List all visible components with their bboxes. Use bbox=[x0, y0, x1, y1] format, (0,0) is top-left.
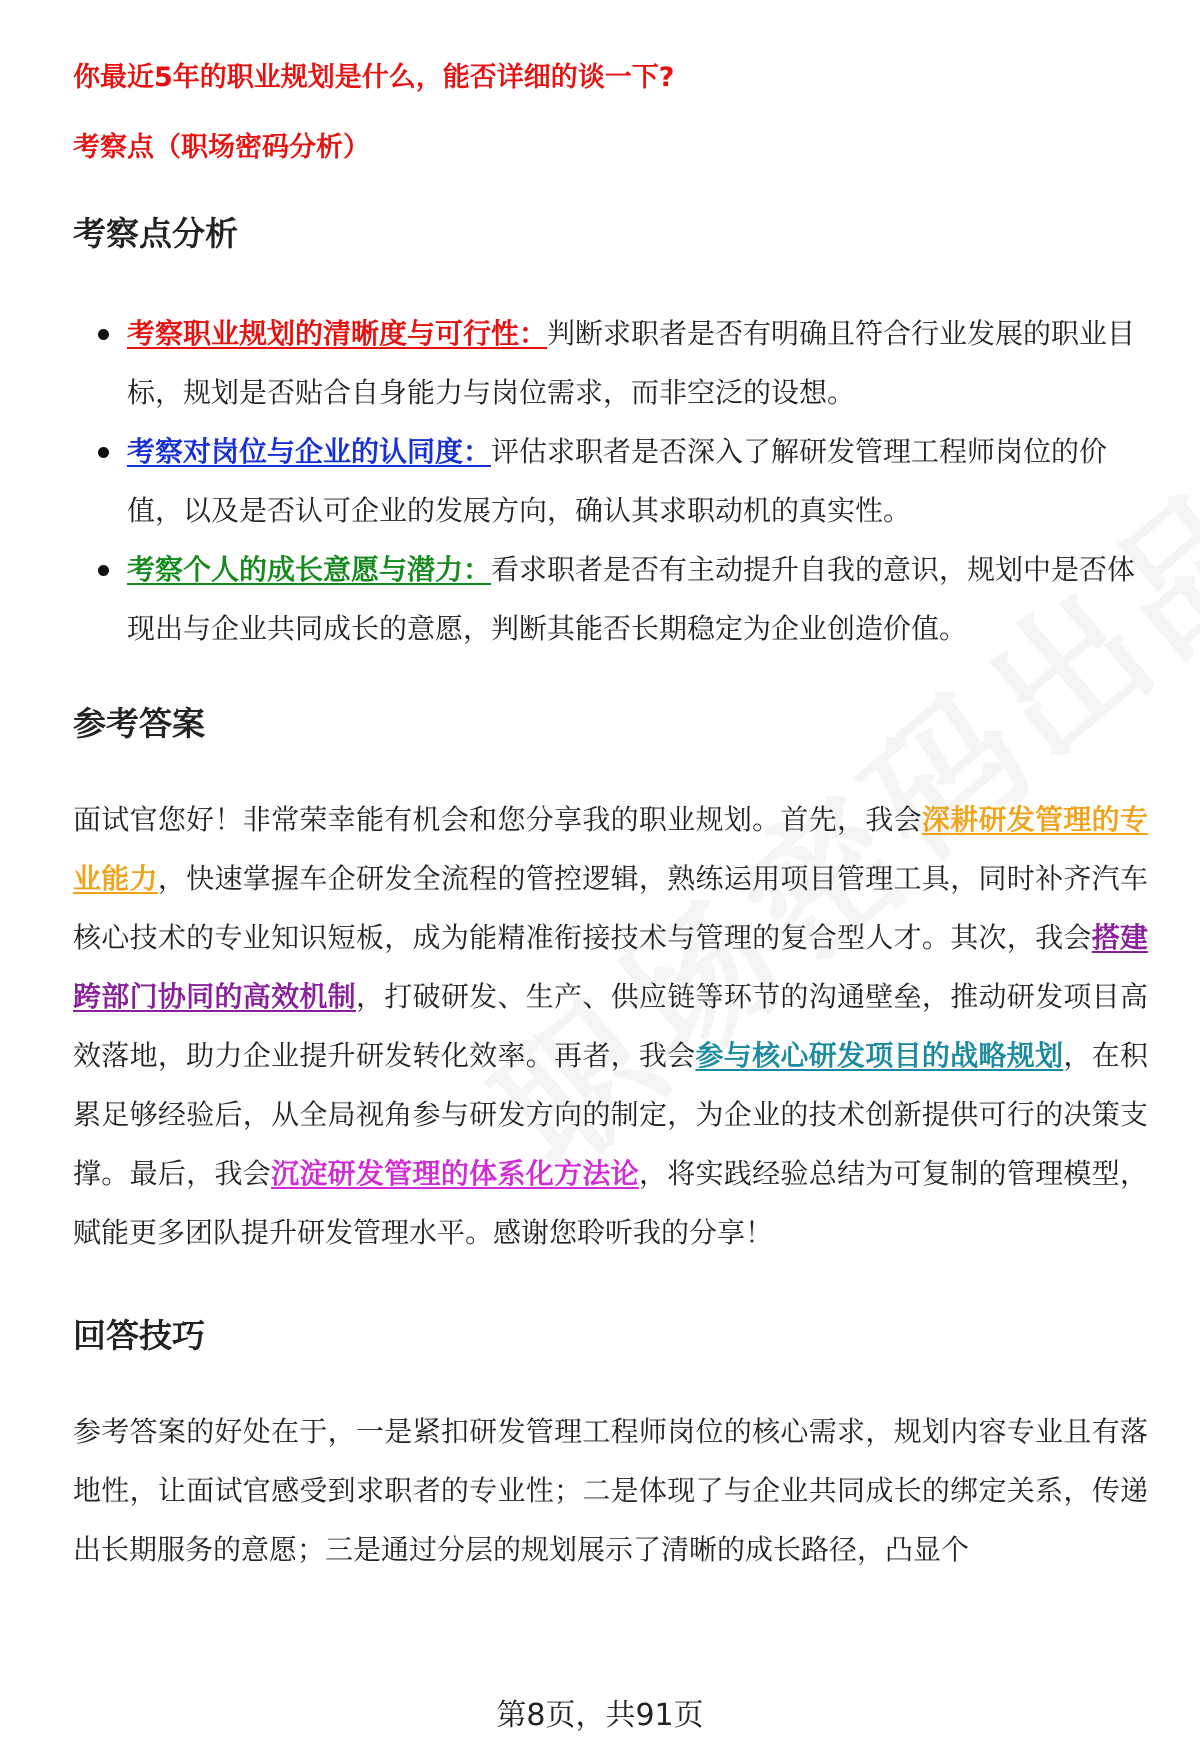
answer-highlight: 沉淀研发管理的体系化方法论 bbox=[271, 1157, 639, 1190]
answer-text: ，打破研发、生产、供应链等环节的沟通壁垒，推动研发项目高效落地，助力企业提升研发转化效率。再者，我会 bbox=[73, 980, 1148, 1072]
analysis-heading: 考察点分析 bbox=[73, 214, 238, 253]
point-label: 考察个人的成长意愿与潜力： bbox=[127, 553, 492, 586]
point-text: 判断求职者是否有明确且符合行业发展的职业目标，规划是否贴合自身能力与岗位需求，而非空泛的设想。 bbox=[127, 317, 1136, 409]
bullet-dot-icon bbox=[98, 447, 109, 458]
page-number: 第8页，共91页 bbox=[496, 1698, 704, 1733]
point-label: 考察对岗位与企业的认同度： bbox=[127, 435, 492, 468]
answer-text: ，快速掌握车企研发全流程的管控逻辑，熟练运用项目管理工具，同时补齐汽车核心技术的专业知识短板，成为能精准衔接技术与管理的复合型人才。其次，我会 bbox=[73, 862, 1148, 954]
point-text: 评估求职者是否深入了解研发管理工程师岗位的价值，以及是否认可企业的发展方向，确认其求职动机的真实性。 bbox=[127, 435, 1108, 527]
list-item bbox=[73, 422, 1148, 540]
answer-text: ，将实践经验总结为可复制的管理模型，赋能更多团队提升研发管理水平。感谢您聆听我的分享！ bbox=[73, 1157, 1148, 1249]
answer-text: ，在积累足够经验后，从全局视角参与研发方向的制定，为企业的技术创新提供可行的决策支撑。最后，我会 bbox=[73, 1039, 1148, 1190]
tips-paragraph: 参考答案的好处在于，一是紧扣研发管理工程师岗位的核心需求，规划内容专业且有落地性，让面试官感受到求职者的专业性；二是体现了与企业共同成长的绑定关系，传递出长期服务的意愿；三是通过分层的规划展示了清晰的成长路径，凸显个 bbox=[73, 1415, 1148, 1566]
question-subtitle: 考察点（职场密码分析） bbox=[73, 132, 370, 163]
list-item bbox=[73, 540, 1148, 658]
bullet-dot-icon bbox=[98, 565, 109, 576]
answer-paragraph bbox=[73, 790, 1148, 1262]
answer-highlight: 深耕研发管理的专业能力 bbox=[73, 803, 1148, 895]
answer-highlight: 搭建跨部门协同的高效机制 bbox=[73, 921, 1148, 1013]
analysis-list bbox=[73, 304, 1148, 658]
bullet-dot-icon bbox=[98, 329, 109, 340]
answer-highlight: 参与核心研发项目的战略规划 bbox=[695, 1039, 1064, 1072]
point-text: 看求职者是否有主动提升自我的意识，规划中是否体现出与企业共同成长的意愿，判断其能否长期稳定为企业创造价值。 bbox=[127, 553, 1136, 645]
list-item bbox=[73, 304, 1148, 422]
tips-heading: 回答技巧 bbox=[73, 1316, 205, 1355]
answer-text: 面试官您好！非常荣幸能有机会和您分享我的职业规划。首先，我会 bbox=[73, 803, 922, 836]
point-label: 考察职业规划的清晰度与可行性： bbox=[127, 317, 548, 350]
answer-heading: 参考答案 bbox=[73, 704, 205, 743]
document-body bbox=[73, 58, 1148, 1579]
question-title: 你最近5年的职业规划是什么，能否详细的谈一下? bbox=[73, 62, 675, 93]
